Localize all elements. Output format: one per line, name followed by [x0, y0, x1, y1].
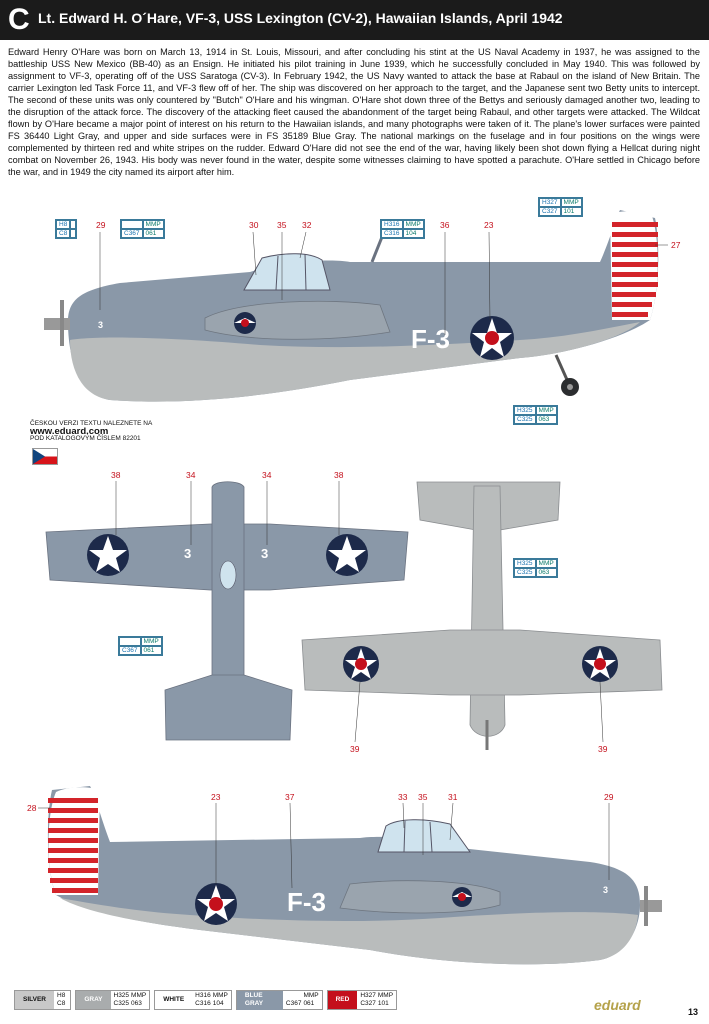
color-code-silver: H8 C8: [55, 219, 77, 239]
canopy-right: [378, 820, 470, 852]
legend-blue-gray: BLUE GRAY MMP C367 061: [236, 990, 323, 1010]
svg-text:39: 39: [350, 744, 360, 754]
svg-text:34: 34: [186, 470, 196, 480]
profile-letter: C: [8, 3, 30, 36]
page-number: 13: [688, 1007, 699, 1017]
rudder-stripes-right: [48, 787, 100, 895]
lower-fuselage: [470, 486, 505, 736]
svg-text:37: 37: [285, 792, 295, 802]
callout-numbers-plan-lower: [350, 744, 608, 754]
fuselage-code: F-3: [411, 324, 450, 354]
color-code-gray-top: H325 MMP C325 063: [513, 405, 558, 425]
propeller-hub-right: [640, 886, 662, 926]
svg-text:28: 28: [27, 803, 37, 813]
color-legend: [14, 990, 397, 1008]
color-code-gray-plan: H325 MMP C325 063: [513, 558, 558, 578]
upper-fuselage: [212, 482, 244, 700]
wing-star-insignia-side-right: [452, 887, 472, 907]
svg-text:31: 31: [448, 792, 458, 802]
profile-title: Lt. Edward H. O´Hare, VF-3, USS Lexington (CV-2), Hawaiian Islands, April 1942: [38, 10, 563, 26]
svg-text:38: 38: [334, 470, 344, 480]
propeller-hub: [44, 300, 70, 346]
upper-wing-number-right: 3: [261, 546, 269, 561]
legend-red-name: RED: [328, 991, 358, 1009]
svg-text:23: 23: [211, 792, 221, 802]
side-view-left-profile: [0, 195, 709, 420]
svg-text:33: 33: [398, 792, 408, 802]
cowl-number-right: 3: [603, 885, 609, 895]
lower-plan-view: [295, 478, 675, 758]
legend-red: RED H327 MMP C327 101: [327, 990, 397, 1010]
color-code-blue-gray-plan: MMP C367 061: [118, 636, 163, 656]
horizontal-tail-upper: [165, 675, 292, 740]
side-view-right-profile: [0, 770, 709, 985]
callout-numbers-bottom: [27, 792, 614, 813]
upper-wing-star-left: [87, 534, 129, 576]
svg-text:38: 38: [111, 470, 121, 480]
canopy: [244, 254, 330, 290]
color-code-white: H316 MMP C316 104: [380, 219, 425, 239]
fuselage-code-right: F-3: [287, 887, 326, 917]
color-code-red: H327 MMP C327 101: [538, 197, 583, 217]
svg-text:34: 34: [262, 470, 272, 480]
legend-gray: GRAY H325 MMP C325 063: [75, 990, 150, 1010]
rudder-stripes: [610, 211, 658, 320]
lower-wing-star-left: [343, 646, 379, 682]
legend-gray-name: GRAY: [76, 991, 110, 1009]
wing-star-insignia-side: [234, 312, 256, 334]
title-bar: [0, 0, 709, 40]
svg-text:29: 29: [96, 220, 106, 230]
tail-wheel: [556, 355, 579, 396]
legend-white: WHITE H316 MMP C316 104: [154, 990, 232, 1010]
legend-silver: SILVER H8 C8: [14, 990, 71, 1010]
svg-text:32: 32: [302, 220, 312, 230]
svg-text:35: 35: [418, 792, 428, 802]
czech-version-note: ČESKOU VERZI TEXTU NALEZNETE NA www.eduard.com POD KATALOGOVÝM ČÍSLEM 82201: [30, 420, 153, 442]
svg-text:29: 29: [604, 792, 614, 802]
wing-side-view-right: [340, 881, 500, 913]
pilot-biography: Edward Henry O'Hare was born on March 13, 1914 in St. Louis, Missouri, and after concluding his stint at the US Naval Academy in 1937, he was assigned to the battleship USS New Mexico (BB-40) as an Ensign. He initiated his pilot training in June 1939, which he successfully concluded in May 1940. This was followed by assignment to VF-3, operating off of the USS Saratoga (CV-3). In February 1942, the US Navy wanted to attack the base at Rabaul on the island of New Britain. The carrier Lexington led Task Force 11, and VF-3 flew off of her. The ship was discovered on her approach to the target, and the Japanese sent two Betty units to intercept. The second of these units was only countered by "Butch" O'Hare and his wingman. O'Hare shot down three of the Bettys and seriously damaged another two, leading to the disruption of the attack force. The discovery of the attacking fleet caused the abandonment of the target being Rabaul, and other targets were attacked. The Wildcat flown by O'Hare became a major point of interest on his return to the Hawaiian islands, and many photographs were taken of it. The plane's lower surfaces were painted FS 36440 Light Gray, and upper and side surfaces were in FS 35189 Blue Gray. The national markings on the fuselage and in four positions on the wings were complemented by thirteen red and white stripes on the rudder. Edward O'Hare did not see the end of the war, having likely been shot down flying a Hellcat during night combat on November 26, 1943. His body was never found in the water, despite some witnesses claiming to have spotted a parachute. O'Hare settled in Chicago before the war, and in 1949 the city named its airport after him.: [8, 47, 700, 177]
svg-text:27: 27: [671, 240, 681, 250]
svg-text:35: 35: [277, 220, 287, 230]
legend-white-name: WHITE: [155, 991, 192, 1009]
upper-wing-number-left: 3: [184, 546, 192, 561]
cockpit-top: [220, 561, 236, 589]
legend-silver-name: SILVER: [15, 991, 54, 1009]
svg-text:36: 36: [440, 220, 450, 230]
fuselage-star-insignia: [470, 316, 514, 360]
czech-flag-icon: [32, 448, 58, 465]
fuselage-star-insignia-right: [195, 883, 237, 925]
svg-text:30: 30: [249, 220, 259, 230]
svg-text:39: 39: [598, 744, 608, 754]
cowl-number: 3: [98, 320, 104, 330]
legend-blue-gray-name: BLUE GRAY: [237, 991, 283, 1010]
eduard-logo: eduard: [594, 997, 641, 1013]
svg-text:23: 23: [484, 220, 494, 230]
lower-wing-star-right: [582, 646, 618, 682]
color-code-blue-gray-top: MMP C367 061: [120, 219, 165, 239]
eduard-url[interactable]: www.eduard.com: [30, 425, 109, 437]
